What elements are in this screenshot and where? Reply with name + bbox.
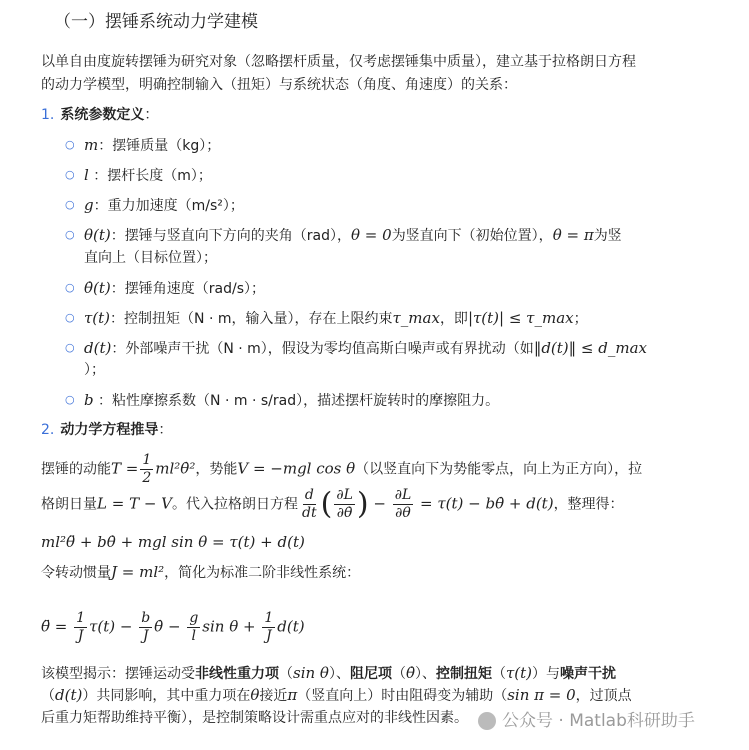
text: （: [41, 688, 55, 704]
denominator: ∂θ: [395, 505, 411, 521]
text: ，整理得：: [553, 496, 624, 513]
text: 摆锤的动能: [41, 461, 111, 478]
text-line: [41, 75, 517, 95]
text-line: [84, 195, 244, 216]
numerator: b: [141, 610, 151, 626]
bullet-icon: ○: [65, 138, 75, 151]
text: ：: [144, 107, 159, 123]
fraction: [262, 610, 275, 645]
wechat-icon: [478, 712, 496, 730]
text: 以单自由度旋转摆锤为研究对象（忽略摆杆质量，仅考虑摆锤集中质量），建立基于拉格朗日方程: [41, 54, 636, 70]
math-expression: ‖d(t)‖ ≤ d_max: [533, 339, 647, 357]
math-expression: m: [84, 136, 99, 154]
bold-term: 阻尼项: [349, 666, 392, 682]
math-expression: θ(t): [84, 226, 111, 244]
text: ：摆锤角速度（rad/s）；: [110, 281, 265, 297]
text: （竖直向上）时由阻碍变为辅助（: [297, 688, 508, 704]
text: ：外部噪声干扰（N · m），假设为零均值高斯白噪声或有界扰动（如: [111, 341, 534, 357]
text-line: [84, 225, 622, 246]
math-expression: sin θ: [293, 664, 329, 682]
bullet-icon: ○: [65, 168, 75, 181]
math-expression: d(t): [55, 686, 83, 704]
text: 的动力学模型，明确控制输入（扭矩）与系统状态（角度、角速度）的关系：: [41, 77, 517, 93]
text: 该模型揭示：摆锤运动受: [41, 666, 195, 682]
text: （以竖直向下为势能零点，向上为正方向），拉: [355, 461, 643, 478]
text: 令转动惯量: [41, 565, 111, 581]
text-line: [41, 532, 305, 553]
numerator: 1: [142, 452, 152, 468]
numerator: ∂L: [394, 487, 412, 503]
text-line: [41, 663, 616, 684]
fraction: [139, 610, 152, 645]
bullet-icon: ○: [65, 393, 75, 406]
text: 格朗日量: [41, 496, 97, 513]
text: ，简化为标准二阶非线性系统：: [164, 565, 361, 581]
math-expression: sin π = 0: [507, 686, 576, 704]
math-expression: sin θ +: [202, 617, 261, 636]
math-expression: J = ml²: [111, 563, 165, 581]
text: ：重力加速度（m/s²）；: [93, 198, 244, 214]
math-expression: l: [84, 166, 89, 184]
text: 接近: [259, 688, 288, 704]
text-line: [41, 420, 172, 440]
text-line: [84, 248, 217, 268]
denominator: J: [142, 628, 149, 644]
text-line: [84, 338, 647, 359]
text-line: [41, 685, 632, 706]
math-expression: θ̇(t): [84, 279, 111, 297]
denominator: 2: [142, 470, 152, 486]
denominator: ∂θ̇: [336, 505, 353, 521]
text-line: [41, 487, 624, 522]
text-line: [41, 610, 305, 645]
fraction: [140, 452, 153, 487]
math-expression: θ̇: [405, 664, 415, 682]
watermark: [478, 706, 695, 731]
text: ：: [158, 422, 173, 438]
math-expression: V = −mgl cos θ: [237, 459, 356, 478]
text-line: [84, 360, 105, 380]
text-line: [41, 452, 642, 487]
text-line: [84, 165, 212, 186]
denominator: l: [191, 628, 197, 644]
bullet-icon: ○: [65, 311, 75, 324]
math-expression: τ(t): [506, 664, 533, 682]
text-line: [84, 308, 588, 329]
text: ：粘性摩擦系数（N · m · s/rad），描述摆杆旋转时的摩擦阻力。: [93, 393, 500, 409]
text: （: [391, 666, 406, 682]
text: ；: [573, 311, 588, 327]
bullet-icon: ○: [65, 198, 75, 211]
text: ）、: [415, 666, 436, 682]
numerator: d: [304, 487, 314, 503]
math-expression: θ: [250, 686, 260, 704]
math-expression: g: [84, 196, 94, 214]
text: ：摆锤质量（kg）；: [98, 138, 221, 154]
denominator: J: [265, 628, 272, 644]
text: 为竖: [593, 228, 622, 244]
section-heading: （一）摆锤系统动力学建模: [54, 12, 258, 32]
bold-term: 系统参数定义: [60, 107, 145, 123]
list-number: 2.: [41, 422, 55, 438]
text-line: [84, 135, 220, 156]
text-line: [84, 278, 265, 299]
text-line: [41, 105, 158, 125]
math-expression: τ_max: [392, 309, 440, 327]
text: ，过顶点: [575, 688, 632, 704]
math-expression: d(t): [84, 339, 112, 357]
text: ，即: [439, 311, 468, 327]
fraction: [187, 610, 200, 645]
fraction: [334, 487, 355, 522]
numerator: g: [189, 610, 199, 626]
text: ：摆杆长度（m）；: [88, 168, 212, 184]
bold-term: 动力学方程推导: [60, 422, 159, 438]
denominator: dt: [302, 505, 317, 521]
math-expression: L = T − V: [97, 494, 173, 513]
math-expression: π: [287, 686, 298, 704]
fraction: [393, 487, 414, 522]
math-expression: θ = 0: [351, 226, 392, 244]
watermark-text: 公众号 · Matlab科研助手: [502, 711, 695, 731]
fraction: [300, 487, 319, 522]
math-expression: |τ(t)| ≤ τ_max: [467, 309, 574, 327]
bold-term: 非线性重力项: [195, 666, 279, 682]
fraction: [74, 610, 87, 645]
bold-term: 噪声干扰: [560, 666, 617, 682]
text: ，势能: [195, 461, 238, 478]
math-expression: b: [84, 391, 94, 409]
numerator: 1: [76, 610, 86, 626]
parenthesis: ): [356, 486, 369, 522]
math-expression: = τ(t) − bθ̇ + d(t): [415, 494, 554, 513]
text-line: [41, 52, 636, 72]
text-line: [84, 390, 499, 411]
text: ）共同影响，其中重力项在: [82, 688, 251, 704]
text: ：摆锤与竖直向下方向的夹角（rad），: [110, 228, 351, 244]
text-line: [41, 708, 468, 728]
numerator: ∂L: [336, 487, 353, 503]
numerator: 1: [264, 610, 274, 626]
math-expression: θ̈ =: [41, 617, 73, 636]
math-expression: T =: [111, 459, 139, 478]
text: 后重力矩帮助维持平衡），是控制策略设计需重点应对的非线性因素。: [41, 710, 468, 726]
math-expression: ml²θ̈ + bθ̇ + mgl sin θ = τ(t) + d(t): [41, 533, 305, 551]
text: 。代入拉格朗日方程: [172, 496, 299, 513]
text: （: [492, 666, 506, 682]
math-expression: θ̇ −: [154, 617, 186, 636]
text: 为竖直向下（初始位置），: [391, 228, 553, 244]
math-expression: d(t): [277, 617, 305, 636]
list-number: 1.: [41, 107, 55, 123]
text: ）、: [328, 666, 350, 682]
bullet-icon: ○: [65, 228, 75, 241]
text-line: [41, 562, 360, 583]
bullet-icon: ○: [65, 341, 75, 354]
text: ：控制扭矩（N · m，输入量），存在上限约束: [110, 311, 393, 327]
denominator: J: [77, 628, 84, 644]
math-expression: −: [368, 494, 391, 513]
text: （: [279, 666, 293, 682]
bold-term: 控制扭矩: [436, 666, 492, 682]
math-expression: θ = π: [552, 226, 594, 244]
bullet-icon: ○: [65, 281, 75, 294]
math-expression: τ(t): [84, 309, 111, 327]
parenthesis: (: [320, 486, 333, 522]
text: ）与: [532, 666, 561, 682]
math-expression: τ(t) −: [89, 617, 138, 636]
text: ）；: [84, 362, 105, 378]
text: 直向上（目标位置）；: [84, 250, 217, 266]
math-expression: ml²θ̇²: [155, 459, 196, 478]
